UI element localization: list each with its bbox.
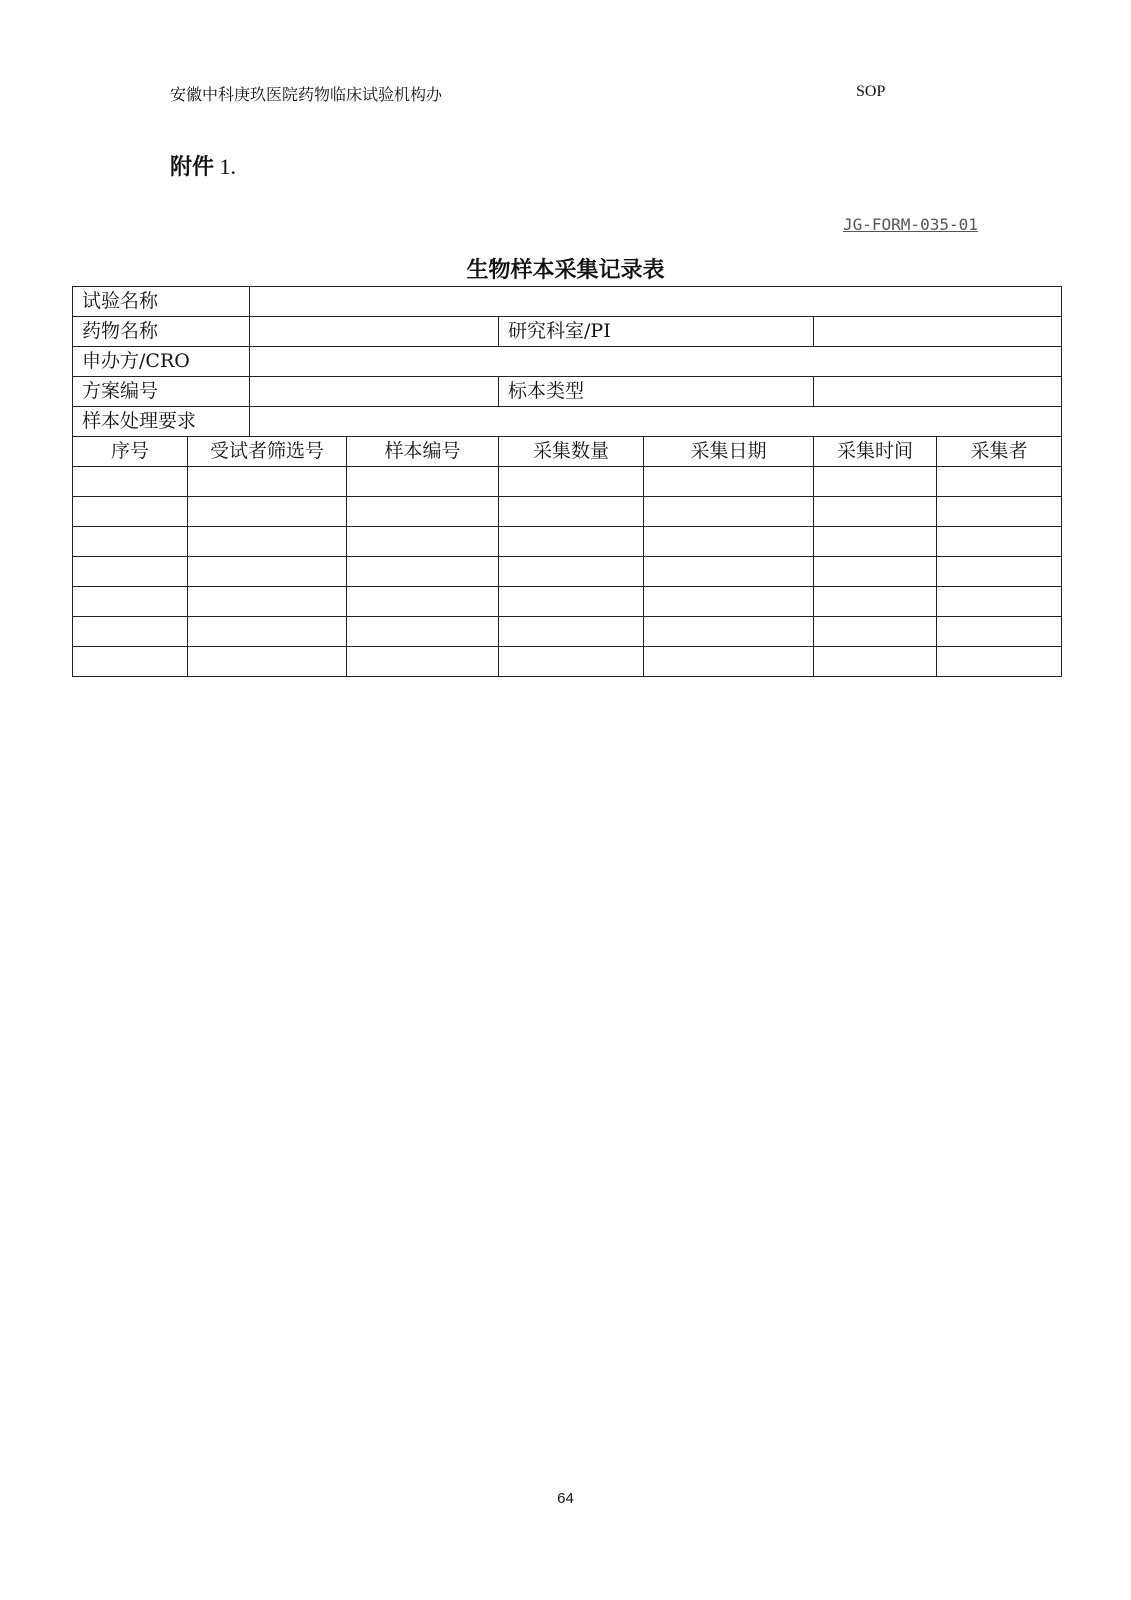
field-sample-type[interactable] xyxy=(814,377,1062,407)
field-trial-name[interactable] xyxy=(250,287,1062,317)
row-trial-name xyxy=(73,287,1062,317)
cell-seq[interactable] xyxy=(73,587,188,617)
column-header-row xyxy=(73,437,1062,467)
table-row xyxy=(73,557,1062,587)
col-header-time: 采集时间 xyxy=(814,437,937,467)
table-row xyxy=(73,587,1062,617)
cell-quantity[interactable] xyxy=(499,617,644,647)
cell-quantity[interactable] xyxy=(499,587,644,617)
cell-collector[interactable] xyxy=(937,557,1062,587)
cell-date[interactable] xyxy=(644,647,814,677)
cell-screening-no[interactable] xyxy=(188,557,347,587)
blank-rows xyxy=(73,467,1062,677)
row-protocol xyxy=(73,377,1062,407)
label-sponsor-cro: 申办方/CRO xyxy=(73,347,250,377)
cell-seq[interactable] xyxy=(73,527,188,557)
cell-sample-no[interactable] xyxy=(347,617,499,647)
cell-date[interactable] xyxy=(644,497,814,527)
form-title: 生物样本采集记录表 xyxy=(466,257,665,282)
field-protocol-no[interactable] xyxy=(250,377,499,407)
col-header-collector: 采集者 xyxy=(937,437,1062,467)
cell-seq[interactable] xyxy=(73,497,188,527)
field-processing[interactable] xyxy=(250,407,1062,437)
header-institution: 安徽中科庚玖医院药物临床试验机构办 xyxy=(170,87,443,104)
cell-time[interactable] xyxy=(814,497,937,527)
field-sponsor-cro[interactable] xyxy=(250,347,1062,377)
cell-time[interactable] xyxy=(814,647,937,677)
col-header-date: 采集日期 xyxy=(644,437,814,467)
cell-date[interactable] xyxy=(644,527,814,557)
cell-date[interactable] xyxy=(644,467,814,497)
cell-quantity[interactable] xyxy=(499,527,644,557)
cell-sample-no[interactable] xyxy=(347,527,499,557)
cell-sample-no[interactable] xyxy=(347,647,499,677)
label-sample-type: 标本类型 xyxy=(499,377,814,407)
cell-collector[interactable] xyxy=(937,587,1062,617)
col-header-quantity: 采集数量 xyxy=(499,437,644,467)
field-department-pi[interactable] xyxy=(814,317,1062,347)
cell-quantity[interactable] xyxy=(499,467,644,497)
attachment-number: 1. xyxy=(219,154,237,179)
cell-sample-no[interactable] xyxy=(347,497,499,527)
cell-time[interactable] xyxy=(814,557,937,587)
cell-date[interactable] xyxy=(644,557,814,587)
cell-date[interactable] xyxy=(644,617,814,647)
form-code: JG-FORM-035-01 xyxy=(843,215,978,234)
sample-record-table xyxy=(72,286,1062,677)
cell-screening-no[interactable] xyxy=(188,617,347,647)
cell-collector[interactable] xyxy=(937,527,1062,557)
cell-screening-no[interactable] xyxy=(188,527,347,557)
cell-time[interactable] xyxy=(814,467,937,497)
label-trial-name: 试验名称 xyxy=(73,287,250,317)
cell-time[interactable] xyxy=(814,527,937,557)
label-protocol-no: 方案编号 xyxy=(73,377,250,407)
cell-screening-no[interactable] xyxy=(188,587,347,617)
label-drug-name: 药物名称 xyxy=(73,317,250,347)
col-header-seq: 序号 xyxy=(73,437,188,467)
row-sponsor xyxy=(73,347,1062,377)
cell-collector[interactable] xyxy=(937,647,1062,677)
cell-screening-no[interactable] xyxy=(188,467,347,497)
field-drug-name[interactable] xyxy=(250,317,499,347)
attachment-word: 附件 xyxy=(170,154,215,179)
cell-collector[interactable] xyxy=(937,497,1062,527)
table-row xyxy=(73,647,1062,677)
cell-quantity[interactable] xyxy=(499,557,644,587)
row-processing xyxy=(73,407,1062,437)
cell-time[interactable] xyxy=(814,617,937,647)
header-doc-type: SOP xyxy=(856,83,886,100)
cell-seq[interactable] xyxy=(73,617,188,647)
label-processing: 样本处理要求 xyxy=(73,407,250,437)
attachment-label xyxy=(170,150,236,181)
cell-screening-no[interactable] xyxy=(188,497,347,527)
cell-seq[interactable] xyxy=(73,647,188,677)
cell-sample-no[interactable] xyxy=(347,587,499,617)
label-department-pi: 研究科室/PI xyxy=(499,317,814,347)
table-row xyxy=(73,467,1062,497)
col-header-sample-no: 样本编号 xyxy=(347,437,499,467)
cell-seq[interactable] xyxy=(73,467,188,497)
row-drug-name xyxy=(73,317,1062,347)
table-row xyxy=(73,617,1062,647)
cell-sample-no[interactable] xyxy=(347,467,499,497)
cell-seq[interactable] xyxy=(73,557,188,587)
cell-quantity[interactable] xyxy=(499,497,644,527)
cell-collector[interactable] xyxy=(937,467,1062,497)
cell-date[interactable] xyxy=(644,587,814,617)
page-number: 64 xyxy=(557,1490,574,1507)
cell-quantity[interactable] xyxy=(499,647,644,677)
cell-time[interactable] xyxy=(814,587,937,617)
cell-screening-no[interactable] xyxy=(188,647,347,677)
cell-collector[interactable] xyxy=(937,617,1062,647)
cell-sample-no[interactable] xyxy=(347,557,499,587)
table-row xyxy=(73,527,1062,557)
table-row xyxy=(73,497,1062,527)
col-header-screening-no: 受试者筛选号 xyxy=(188,437,347,467)
